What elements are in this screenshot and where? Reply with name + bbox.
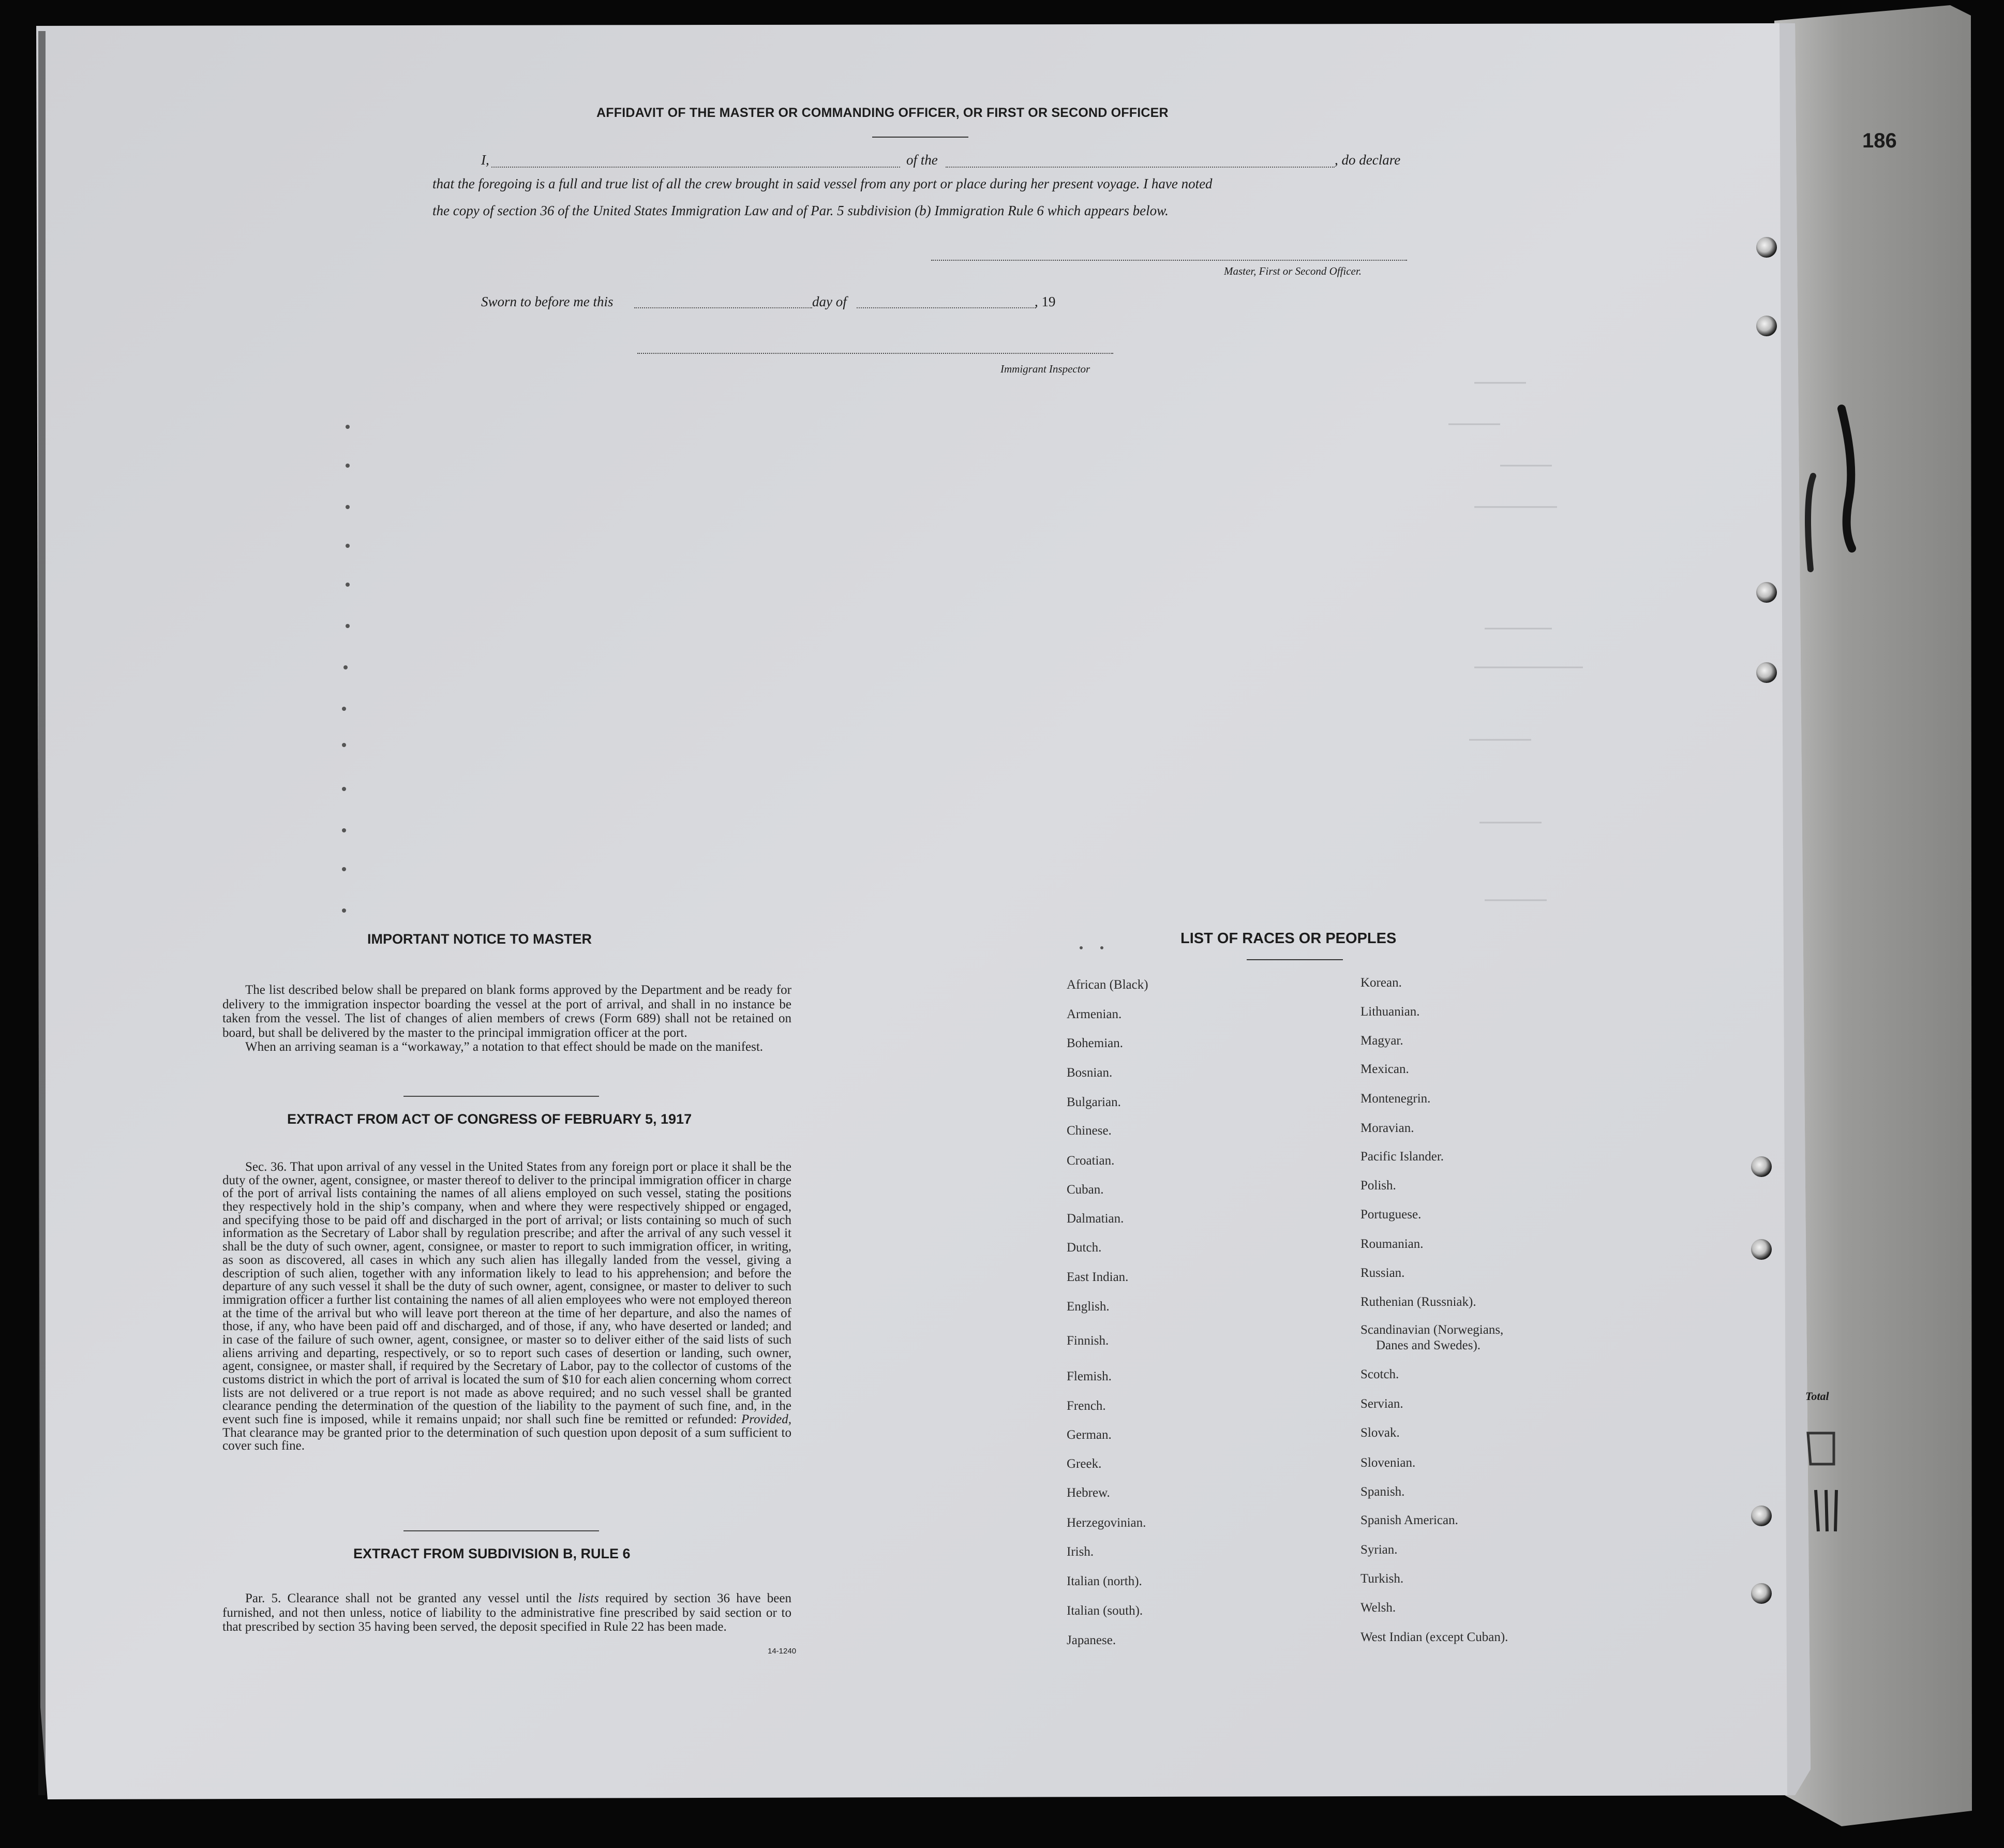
sworn-month-blank <box>857 307 1036 308</box>
race-right-item: Spanish. <box>1360 1485 1405 1499</box>
race-left-item: Bohemian. <box>1067 1036 1124 1050</box>
affidavit-of-the-label: of the <box>906 152 938 168</box>
race-left-item: Bulgarian. <box>1067 1095 1121 1109</box>
inspector-label: Immigrant Inspector <box>1000 363 1090 375</box>
race-right-item: Spanish American. <box>1360 1513 1458 1527</box>
affidavit-name-blank <box>491 167 900 168</box>
extract-rule-text-1: Par. 5. Clearance shall not be granted any vessel until the <box>245 1591 578 1605</box>
race-left-item: Finnish. <box>1067 1334 1109 1348</box>
race-right-item: Danes and Swedes). <box>1376 1338 1481 1352</box>
notice-paragraph-1: The list described below shall be prepared on blank forms approved by the Department and be ready for delivery to the immigration inspector boarding the vessel at the port of arrival, and shall in no instance be taken from the vessel. The list of changes of alien members of crews (Form 689) shall not be retained on board, but shall be delivered by the master to the principal immigration officer at the port. <box>222 983 791 1040</box>
paper <box>36 23 1811 1799</box>
race-right-item: Polish. <box>1360 1179 1396 1193</box>
races-title-rule <box>1247 959 1343 960</box>
race-right-item: Moravian. <box>1360 1121 1414 1135</box>
race-right-item: Scotch. <box>1360 1367 1399 1381</box>
under-page-total-label: Total <box>1805 1390 1829 1403</box>
extract-act-text-2: That clearance may be granted prior to the determination of such question upon deposit of a sum sufficient to cover such fine. <box>222 1425 791 1453</box>
affidavit-vessel-blank <box>946 167 1335 168</box>
race-left-item: Herzegovinian. <box>1067 1516 1146 1530</box>
race-left-item: Chinese. <box>1067 1124 1112 1138</box>
extract-act-divider <box>403 1530 599 1531</box>
race-left-item: Greek. <box>1067 1457 1102 1471</box>
affidavit-line2: that the foregoing is a full and true list of all the crew brought in said vessel from any port or place during her present voyage. I have noted <box>432 176 1213 191</box>
race-right-item: Turkish. <box>1360 1572 1404 1586</box>
race-left-item: Italian (south). <box>1067 1604 1143 1618</box>
race-right-item: Lithuanian. <box>1360 1005 1420 1019</box>
race-left-item: Dutch. <box>1067 1241 1102 1255</box>
race-left-item: African (Black) <box>1067 978 1148 992</box>
notice-paragraph-2: When an arriving seaman is a “workaway,” a notation to that effect should be made on the manifest. <box>245 1040 764 1054</box>
inspector-signature-line <box>637 353 1113 354</box>
provided-word: Provided, <box>741 1412 791 1427</box>
page-stamp-number: 186 <box>1862 129 1897 152</box>
race-left-item: Armenian. <box>1067 1007 1122 1021</box>
affidavit-title-rule <box>872 137 968 138</box>
race-left-item: Dalmatian. <box>1067 1212 1124 1226</box>
race-right-item: Scandinavian (Norwegians, <box>1360 1323 1504 1337</box>
race-right-item: Syrian. <box>1360 1543 1398 1557</box>
sworn-year-label: , 19 <box>1035 294 1056 309</box>
races-title: LIST OF RACES OR PEOPLES <box>1180 930 1397 947</box>
race-right-item: Welsh. <box>1360 1601 1396 1615</box>
race-right-item: Pacific Islander. <box>1360 1150 1444 1164</box>
master-signature-label: Master, First or Second Officer. <box>1224 265 1362 277</box>
affidavit-do-declare: , do declare <box>1335 152 1401 168</box>
race-right-item: Servian. <box>1360 1397 1403 1411</box>
race-left-item: Croatian. <box>1067 1154 1115 1168</box>
race-left-item: Italian (north). <box>1067 1574 1142 1588</box>
race-right-item: Slovak. <box>1360 1426 1400 1440</box>
extract-rule-title: EXTRACT FROM SUBDIVISION B, RULE 6 <box>353 1546 631 1561</box>
sworn-label: Sworn to before me this <box>481 294 614 309</box>
form-number: 14-1240 <box>768 1647 797 1656</box>
sworn-day-blank <box>634 307 812 308</box>
sworn-day-of-label: day of <box>812 294 847 309</box>
race-left-item: Hebrew. <box>1067 1486 1110 1500</box>
race-left-item: Japanese. <box>1067 1633 1116 1647</box>
race-right-item: Montenegrin. <box>1360 1092 1431 1106</box>
master-signature-line <box>931 260 1407 261</box>
extract-act-title: EXTRACT FROM ACT OF CONGRESS OF FEBRUARY 5, 1917 <box>287 1111 692 1127</box>
race-left-item: Flemish. <box>1067 1369 1112 1383</box>
race-left-item: Cuban. <box>1067 1183 1104 1197</box>
race-right-item: Ruthenian (Russniak). <box>1360 1295 1476 1309</box>
race-right-item: Slovenian. <box>1360 1456 1416 1470</box>
race-right-item: Russian. <box>1360 1266 1405 1280</box>
affidavit-i-label: I, <box>481 152 489 168</box>
notice-body <box>222 983 791 1054</box>
race-left-item: Bosnian. <box>1067 1066 1113 1080</box>
affidavit-title: AFFIDAVIT OF THE MASTER OR COMMANDING OFFICER, OR FIRST OR SECOND OFFICER <box>596 106 1169 120</box>
extract-act-body <box>222 1160 791 1453</box>
race-right-item: Mexican. <box>1360 1062 1409 1076</box>
race-left-item: English. <box>1067 1300 1110 1314</box>
race-left-item: German. <box>1067 1428 1112 1442</box>
race-right-item: Roumanian. <box>1360 1237 1424 1251</box>
notice-title: IMPORTANT NOTICE TO MASTER <box>367 931 592 947</box>
extract-rule-body <box>222 1591 791 1634</box>
notice-divider <box>403 1096 599 1097</box>
race-right-item: West Indian (except Cuban). <box>1360 1630 1508 1644</box>
section-label: Sec. 36. <box>245 1160 287 1174</box>
race-left-item: Irish. <box>1067 1545 1094 1559</box>
race-left-item: French. <box>1067 1399 1106 1413</box>
extract-act-text-1: That upon arrival of any vessel in the United States from any foreign port or place it shall be the duty of the owner, agent, consignee, or master thereof to deliver to the principal immigration officer in charge of the port of arrival lists containing the names of all aliens employed on such vessel, stating the positions they respectively hold in the ship’s company, when and where they were respectively shipped or engaged, and specifying those to be paid off and discharged in the port of arrival; or lists containing so much of such information as the Secretary of Labor shall by regulation prescribe; and after the arrival of any such vessel it shall be the duty of such owner, agent, consignee, or master to report to such immigration officer, in writing, as soon as discovered, all cases in which any such alien has illegally landed from the vessel, giving a description of such alien, together with any information likely to lead to his apprehension; and before the departure of any such vessel it shall be the duty of such owner, agent, consignee, or master to deliver to such immigration officer a further list containing the names of all alien employees who were not employed thereon at the time of the arrival but who will leave port thereon at the time of her departure, and also the names of those, if any, who have been paid off and discharged, and of those, if any, who have deserted or landed; and in case of the failure of such owner, agent, consignee, or master so to deliver either of the said lists of such aliens arriving and departing, respectively, or so to report such cases of desertion or landing, such owner, agent, consignee, or master shall, if required by the Secretary of Labor, pay to the collector of customs of the customs district in which the port of arrival is located the sum of $10 for each alien concerning whom correct lists are not delivered or a true report is not made as above required; and no such vessel shall be granted clearance pending the determination of the question of the liability to the payment of such fine, and, in the event such fine is imposed, while it remains unpaid; nor shall such fine be remitted or refunded: <box>222 1160 791 1427</box>
race-left-item: East Indian. <box>1067 1270 1129 1284</box>
lists-word: lists <box>578 1591 599 1605</box>
race-right-item: Magyar. <box>1360 1034 1403 1048</box>
race-right-item: Korean. <box>1360 976 1402 990</box>
extract-rule-text-2: required by section 36 have been furnished, and not then unless, notice of liability to the administrative fine prescribed by said section or to that prescribed by section 35 having been served, the deposit specified in Rule 22 has been made. <box>222 1591 791 1634</box>
race-right-item: Portuguese. <box>1360 1208 1422 1221</box>
affidavit-line3: the copy of section 36 of the United States Immigration Law and of Par. 5 subdivision (b) Immigration Rule 6 which appears below. <box>432 203 1169 218</box>
